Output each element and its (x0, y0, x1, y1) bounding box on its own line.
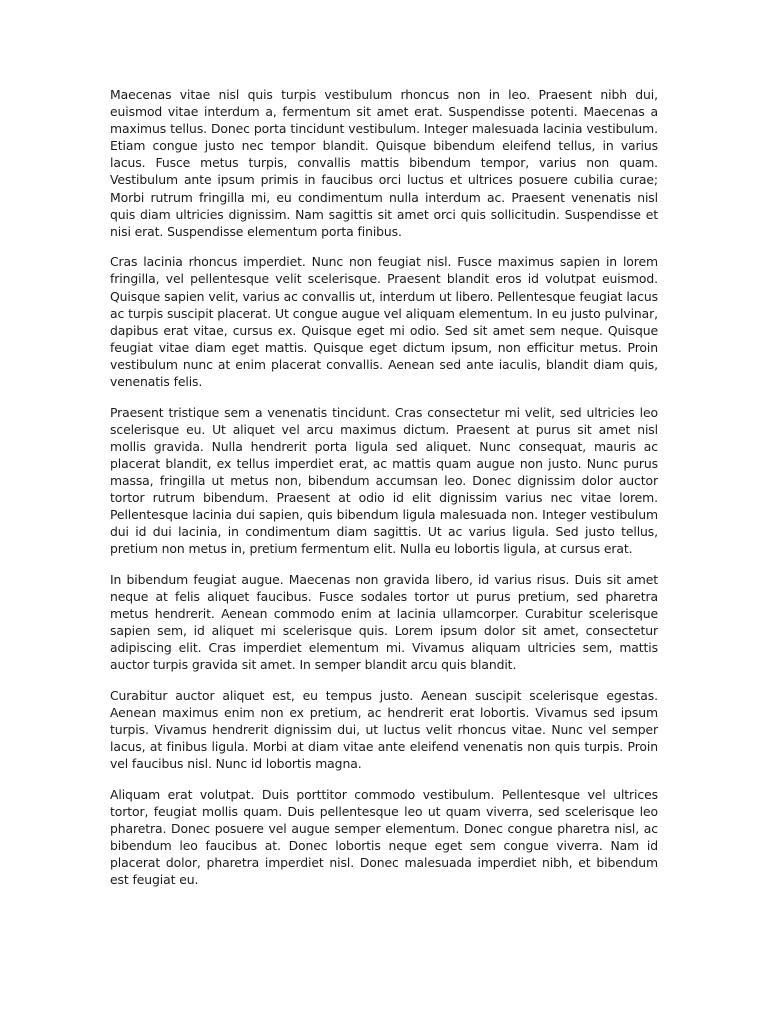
paragraph-2: Cras lacinia rhoncus imperdiet. Nunc non feugiat nisl. Fusce maximus sapien in lorem fringilla, vel pellentesque velit scelerisque. Praesent blandit eros id volutpat euismod. Quisque sapien velit, varius ac convallis ut, interdum ut libero. Pellentesque feugiat lacus ac turpis suscipit placerat. Ut congue augue vel aliquam elementum. In eu justo pulvinar, dapibus erat vitae, cursus ex. Quisque eget mi odio. Sed sit amet sem neque. Quisque feugiat vitae diam eget mattis. Quisque eget dictum ipsum, non efficitur metus. Proin vestibulum nunc at enim placerat convallis. Aenean sed ante iaculis, blandit diam quis, venenatis felis. (110, 254, 658, 389)
paragraph-6: Aliquam erat volutpat. Duis porttitor commodo vestibulum. Pellentesque vel ultrices tortor, feugiat mollis quam. Duis pellentesque leo ut quam viverra, sed scelerisque leo pharetra. Donec posuere vel augue semper elementum. Donec congue pharetra nisl, ac bibendum leo faucibus at. Donec lobortis neque eget sem congue viverra. Nam id placerat dolor, pharetra imperdiet nisl. Donec malesuada imperdiet nibh, et bibendum est feugiat eu. (110, 786, 658, 888)
paragraph-3: Praesent tristique sem a venenatis tincidunt. Cras consectetur mi velit, sed ultricies leo scelerisque eu. Ut aliquet vel arcu maximus dictum. Praesent at purus sit amet nisl mollis gravida. Nulla hendrerit porta ligula sed aliquet. Nunc consequat, mauris ac placerat blandit, ex tellus imperdiet erat, ac mattis quam augue non justo. Nunc purus massa, fringilla ut metus non, bibendum accumsan leo. Donec dignissim dolor auctor tortor rutrum bibendum. Praesent at odio id elit dignissim varius nec vitae lorem. Pellentesque lacinia dui sapien, quis bibendum ligula malesuada non. Integer vestibulum dui id dui lacinia, in condimentum diam sagittis. Ut ac varius ligula. Sed justo tellus, pretium non metus in, pretium fermentum elit. Nulla eu lobortis ligula, at cursus erat. (110, 404, 658, 557)
document-page (110, 86, 658, 902)
paragraph-5: Curabitur auctor aliquet est, eu tempus justo. Aenean suscipit scelerisque egestas. Aenean maximus enim non ex pretium, ac hendrerit erat lobortis. Vivamus sed ipsum turpis. Vivamus hendrerit dignissim dui, ut luctus velit rhoncus vitae. Nunc vel semper lacus, at finibus ligula. Morbi at diam vitae ante eleifend venenatis non quis turpis. Proin vel faucibus nisl. Nunc id lobortis magna. (110, 688, 658, 772)
paragraph-1: Maecenas vitae nisl quis turpis vestibulum rhoncus non in leo. Praesent nibh dui, euismod vitae interdum a, fermentum sit amet erat. Suspendisse potenti. Maecenas a maximus tellus. Donec porta tincidunt vestibulum. Integer malesuada lacinia vestibulum. Etiam congue justo nec tempor blandit. Quisque bibendum eleifend tellus, in varius lacus. Fusce metus turpis, convallis mattis bibendum tempor, varius non quam. Vestibulum ante ipsum primis in faucibus orci luctus et ultrices posuere cubilia curae; Morbi rutrum fringilla mi, eu condimentum nulla interdum ac. Praesent venenatis nisl quis diam ultricies dignissim. Nam sagittis sit amet orci quis sollicitudin. Suspendisse et nisi erat. Suspendisse elementum porta finibus. (110, 87, 658, 239)
paragraph-4: In bibendum feugiat augue. Maecenas non gravida libero, id varius risus. Duis sit amet neque at felis aliquet faucibus. Fusce sodales tortor ut purus pretium, sed pharetra metus hendrerit. Aenean commodo enim at lacinia ullamcorper. Curabitur scelerisque sapien sem, id aliquet mi scelerisque quis. Lorem ipsum dolor sit amet, consectetur adipiscing elit. Cras imperdiet elementum mi. Vivamus aliquam ultricies sem, mattis auctor turpis gravida sit amet. In semper blandit arcu quis blandit. (110, 571, 658, 673)
